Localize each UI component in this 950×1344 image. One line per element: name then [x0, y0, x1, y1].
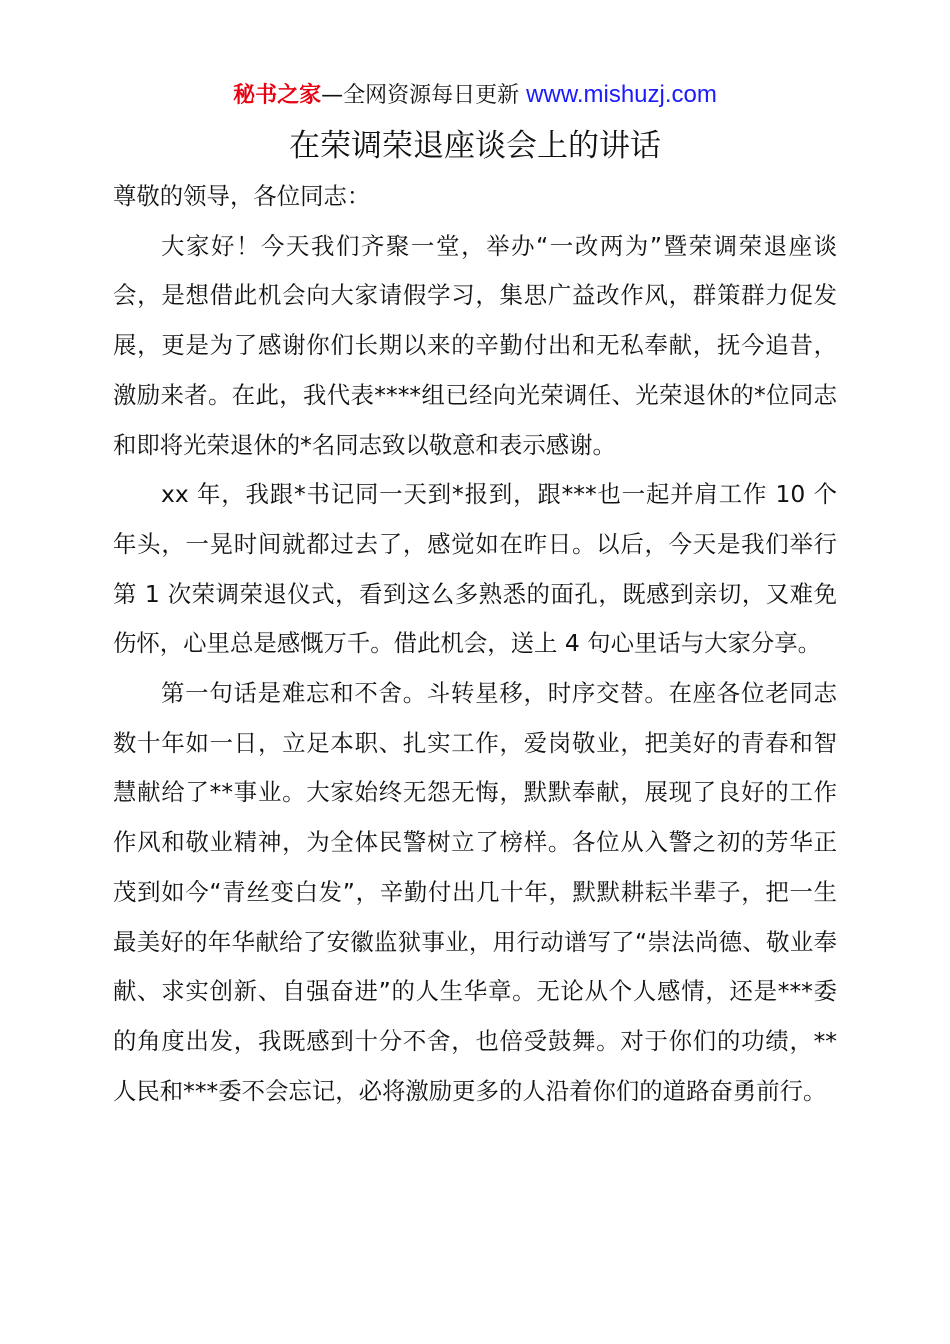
document-title: 在荣调荣退座谈会上的讲话 [289, 128, 661, 164]
paragraph-2: xx 年，我跟*书记同一天到*报到，跟***也一起并肩工作 10 个年头，一晃时间就都过去了，感觉如在昨日。以后，今天是我们举行第 1 次荣调荣退仪式，看到这么多熟悉的面孔，既感到亲切，又难免伤怀，心里总是感慨万千。借此机会，送上 4 句心里话与大家分享。 [113, 480, 837, 658]
site-banner [0, 80, 950, 111]
document-body [113, 172, 837, 1116]
brand-name: 秘书之家 [233, 83, 322, 108]
paragraph-1: 大家好！今天我们齐聚一堂，举办“一改两为”暨荣调荣退座谈会，是想借此机会向大家请假学习，集思广益改作风，群策群力促发展，更是为了感谢你们长期以来的辛勤付出和无私奉献，抚今追昔，激励来者。在此，我代表****组已经向光荣调任、光荣退休的*位同志和即将光荣退休的*名同志致以敬意和表示感谢。 [113, 231, 837, 459]
paragraph-3: 第一句话是难忘和不舍。斗转星移，时序交替。在座各位老同志数十年如一日，立足本职、扎实工作，爱岗敬业，把美好的青春和智慧献给了**事业。大家始终无怨无悔，默默奉献，展现了良好的工作作风和敬业精神，为全体民警树立了榜样。各位从入警之初的芳华正茂到如今“青丝变白发”，辛勤付出几十年，默默耕耘半辈子，把一生最美好的年华献给了安徽监狱事业，用行动谱写了“崇法尚德、敬业奉献、求实创新、自强奋进”的人生华章。无论从个人感情，还是***委的角度出发，我既感到十分不舍，也倍受鼓舞。对于你们的功绩，**人民和***委不会忘记，必将激励更多的人沿着你们的道路奋勇前行。 [113, 679, 837, 1105]
site-url-link[interactable]: www.mishuzj.com [526, 81, 717, 108]
banner-slogan: —全网资源每日更新 [321, 83, 520, 108]
salutation: 尊敬的领导，各位同志： [113, 182, 371, 210]
